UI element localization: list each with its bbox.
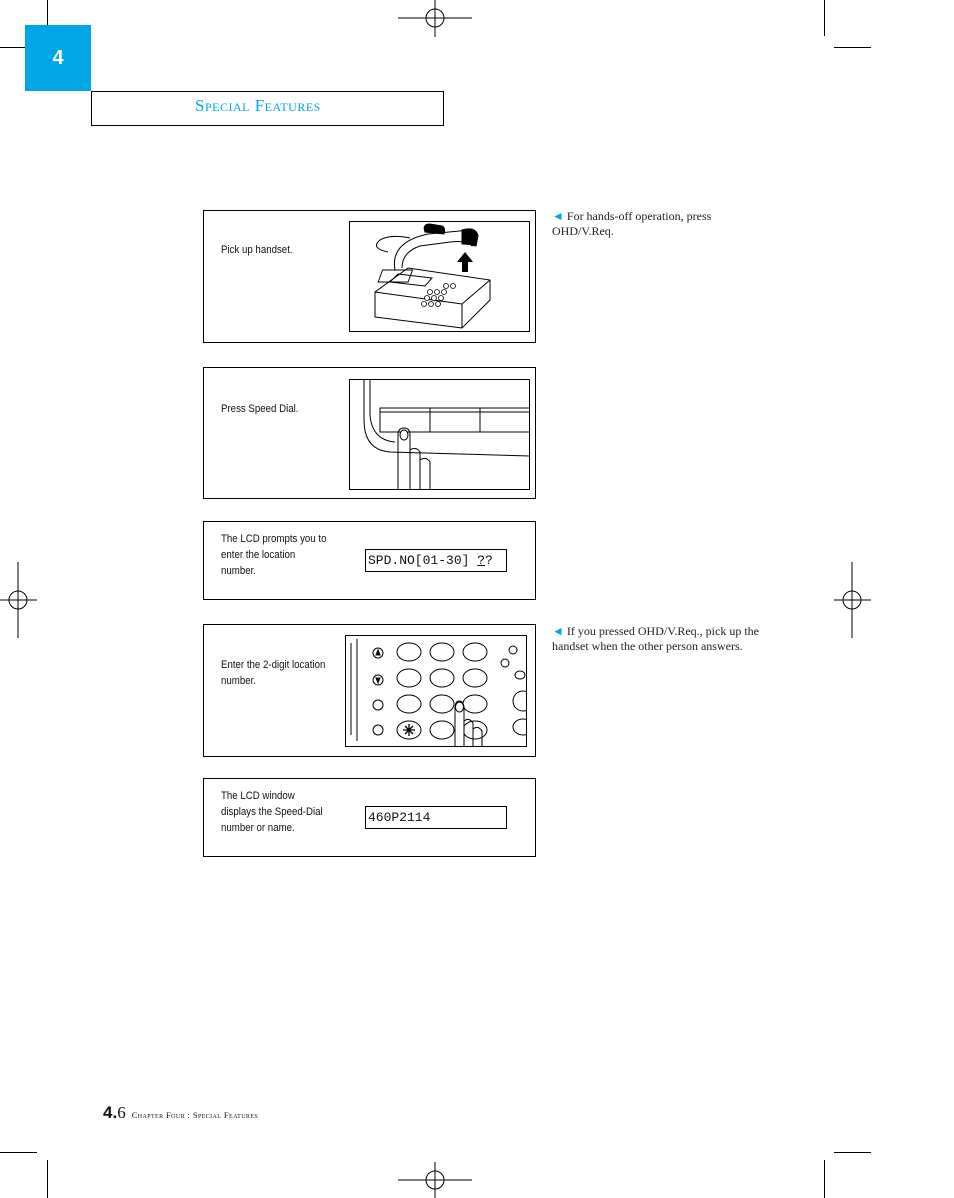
footer-chapter-title: Chapter Four : Special Features: [131, 1110, 259, 1120]
step-text: Press Speed Dial.: [221, 403, 299, 415]
note-hands-off: [552, 209, 767, 239]
step-text: Enter the 2-digit location number.: [221, 659, 326, 687]
page-number: 6: [117, 1103, 126, 1122]
step-press-speed-dial: [203, 367, 536, 499]
page-number-bold: 4.: [103, 1103, 118, 1122]
step-pick-up-handset: [203, 210, 536, 343]
step-text: Pick up handset.: [221, 244, 293, 256]
step-text: The LCD window displays the Speed-Dial number or name.: [221, 790, 323, 834]
note-text: For hands-off operation, press OHD/V.Req.: [552, 209, 712, 238]
note-text: If you pressed OHD/V.Req., pick up the handset when the other person answers.: [552, 624, 759, 653]
lcd-display: [365, 806, 507, 829]
step-lcd-displays-number: [203, 778, 536, 857]
step-text: The LCD prompts you to enter the location number.: [221, 533, 327, 577]
speed-dial-button-illustration: [349, 379, 530, 490]
note-ohd: [552, 624, 767, 654]
page-footer: [103, 1103, 258, 1123]
note-arrow-icon: ◄: [552, 209, 564, 223]
section-title-box: [91, 91, 444, 126]
section-title: Special Features: [195, 96, 321, 115]
step-lcd-prompt: [203, 521, 536, 600]
step-enter-location: [203, 624, 536, 757]
lcd-cursor: ?: [477, 553, 486, 568]
lcd-text: SPD.NO[01-30]: [368, 553, 478, 568]
fax-handset-illustration: [349, 221, 530, 332]
note-arrow-icon: ◄: [552, 624, 564, 638]
chapter-tab: [25, 25, 91, 91]
lcd-text: 460P2114: [368, 810, 431, 825]
lcd-text-suffix: ?: [485, 553, 493, 568]
lcd-display: [365, 549, 507, 572]
keypad-illustration: [345, 635, 527, 747]
chapter-number: 4: [52, 46, 64, 69]
